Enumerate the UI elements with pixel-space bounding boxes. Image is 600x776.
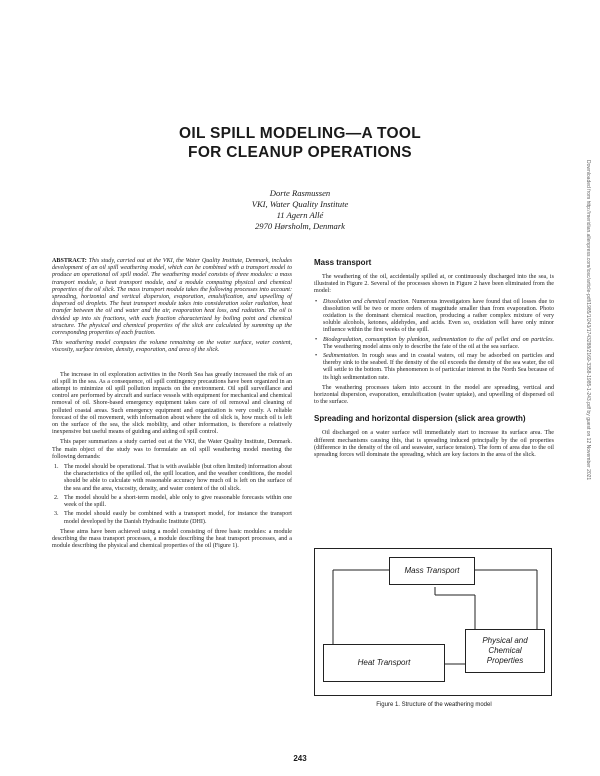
list-number: 1.	[54, 464, 59, 471]
list-text: The model should be operational. That is with available (but often limited) information about the characteristics of the spilled oil, the spill location, and the weather conditions, the model should be able to calculate with reasonable accuracy how much oil is left on the surface of the sea and the area, viscosity, density, and water content of the oil slick.	[64, 464, 292, 492]
spreading-paragraph: Oil discharged on a water surface will immediately start to increase its surface area. The different mechanisms causing this, that is spreading induced principally by the oil properties (difference in the density of the oil and seawater, surface tension). The form of area due to the oil spreading forces will dominate the spreading, which are key factors in the area of the slick.	[314, 430, 554, 459]
left-column	[52, 258, 292, 553]
bullet-term: Biodegradation, consumption by plankton, sedimentation to the oil pellet and on particles.	[323, 336, 554, 343]
intro-paragraph-3: These aims have been achieved using a model consisting of three basic modules: a module describing the mass transport processes, a module describing the heat transport processes, and a module describing the physical and chemical properties of the oil (Figure 1).	[52, 528, 292, 550]
section-heading-mass-transport: Mass transport	[314, 258, 372, 267]
author-street: 11 Agern Allé	[276, 210, 324, 220]
bullet-text: In rough seas and in coastal waters, oil may be adsorbed on particles and thereby sink to the seabed. If the density of the oil exceeds the density of the sea water, the oil will settle to the bottom. This phenomenon is of particular interest in the North Sea because of its high sedimentation rate.	[323, 353, 554, 381]
figure-1-diagram	[314, 548, 552, 696]
bullet-term: Sedimentation.	[323, 353, 360, 360]
list-item	[314, 299, 554, 335]
list-item	[314, 353, 554, 382]
page-number: 243	[293, 754, 307, 763]
section-heading-spreading: Spreading and horizontal dispersion (slick area growth)	[314, 414, 526, 424]
figure-1-caption: Figure 1. Structure of the weathering model	[376, 702, 492, 708]
eliminated-processes-list	[314, 299, 554, 382]
right-column	[314, 258, 554, 462]
mass-transport-paragraph-2: The weathering processes taken into account in the model are spreading, vertical and horizontal dispersion, evaporation, emulsification (water uptake), and upwelling of dispersed oil to the surface.	[314, 384, 554, 406]
bullet-text: Numerous investigators have found that oil losses due to dissolution will be two or more orders of magnitude smaller than from evaporation. Photo oxidation is the dominant chemical reaction, producing a rather complex mixture of very soluble alcohols, ketones, aldehydes, and acids. Even so, oxidation will have only minor influence within the first weeks of the spill.	[323, 298, 554, 334]
title-line-2: FOR CLEANUP OPERATIONS	[188, 144, 412, 161]
abstract	[52, 258, 292, 337]
mass-transport-paragraph-1: The weathering of the oil, accidentally spilled at, or continuously discharged into the sea, is illustrated in Figure 2. Several of the processes shown in Figure 2 have been eliminated from the model:	[314, 274, 554, 295]
author-name: Dorte Rasmussen	[269, 188, 331, 198]
list-item	[52, 464, 292, 493]
demands-list	[52, 464, 292, 526]
list-number: 2.	[54, 494, 59, 501]
title-line-1: OIL SPILL MODELING—A TOOL	[178, 125, 422, 142]
abstract-text: This study, carried out at the VKI, the Water Quality Institute, Denmark, includes development of an oil spill weathering model, which can be combined with a transport model to produce an operational oil spill model. The weathering model consists of three modules: a mass transport module, a heat transport module, and a module computing physical and chemical properties of the oil slick. The mass transport module takes the following processes into account: spreading, horizontal and vertical dispersion, evaporation, emulsification, and upwelling of dispersed oil droplets. The heat transport module takes into consideration solar radiation, heat transfer between the oil and water and the air, evaporation heat loss, and radiation. The oil is divided up into six fractions, with each fraction characterized by boiling point and chemical structure. The physical and chemical properties of the slick are calculated by summing up the corresponding properties of each fraction.	[52, 258, 292, 337]
download-watermark: Downloaded from http://meridian.allenpress.com/iosc/article-pdf/1985/1/243/1743288/2169-3358-1985-1-243.pdf by guest on 12 November 2021	[585, 160, 591, 481]
list-text: The model should easily be combined with a transport model, for instance the transport model developed by the Danish Hydraulic Institute (DHI).	[64, 511, 292, 525]
author-block	[0, 188, 600, 232]
intro-paragraph-2: This paper summarizes a study carried out at the VKI, the Water Quality Institute, Denmark. The main object of the study was to formulate an oil spill weathering model meeting the following demands:	[52, 439, 292, 460]
list-item	[52, 511, 292, 525]
box-mass-transport: Mass Transport	[389, 557, 475, 585]
author-city: 2970 Hørsholm, Denmark	[255, 221, 345, 231]
list-number: 3.	[54, 511, 59, 518]
box-heat-transport: Heat Transport	[323, 644, 445, 682]
list-text: The model should be a short-term model, able only to give reasonable forecasts within one week of the spill.	[64, 494, 292, 509]
list-item	[52, 495, 292, 509]
abstract-lead: ABSTRACT:	[52, 258, 87, 264]
author-affiliation: VKI, Water Quality Institute	[251, 199, 349, 209]
intro-paragraph-1: The increase in oil exploration activities in the North Sea has greatly increased the risk of an oil spill in the sea. As a consequence, oil spill contingency precautions have been organized in an attempt to minimize oil spill pollution impacts on the environment. Oil spill surveillance and control are performed by aircraft and surface vessels with equipment for mechanical and chemical removal of oil. Shore-based emergency equipment takes care of oil removal and cleaning of polluted coastal areas. Such emergency equipment and organization is very costly. A reliable forecast of the oil movement, with information about where the oil slick is, how much oil is left on the surface of the sea, the slick mobility, and other information, is therefore a relatively inexpensive but useful means of guiding and aiding oil spill control.	[52, 371, 292, 436]
bullet-text: The weathering model aims only to describe the fate of the oil at the sea surface.	[323, 343, 520, 350]
abstract-text-2: This weathering model computes the volume remaining on the water surface, water content, viscosity, surface tension, density, evaporation, and area of the slick.	[52, 340, 292, 354]
list-item	[314, 337, 554, 351]
paper-title	[0, 124, 600, 162]
bullet-term: Dissolution and chemical reaction.	[323, 298, 410, 305]
box-physical-chemical-properties: Physical and Chemical Properties	[465, 629, 545, 673]
